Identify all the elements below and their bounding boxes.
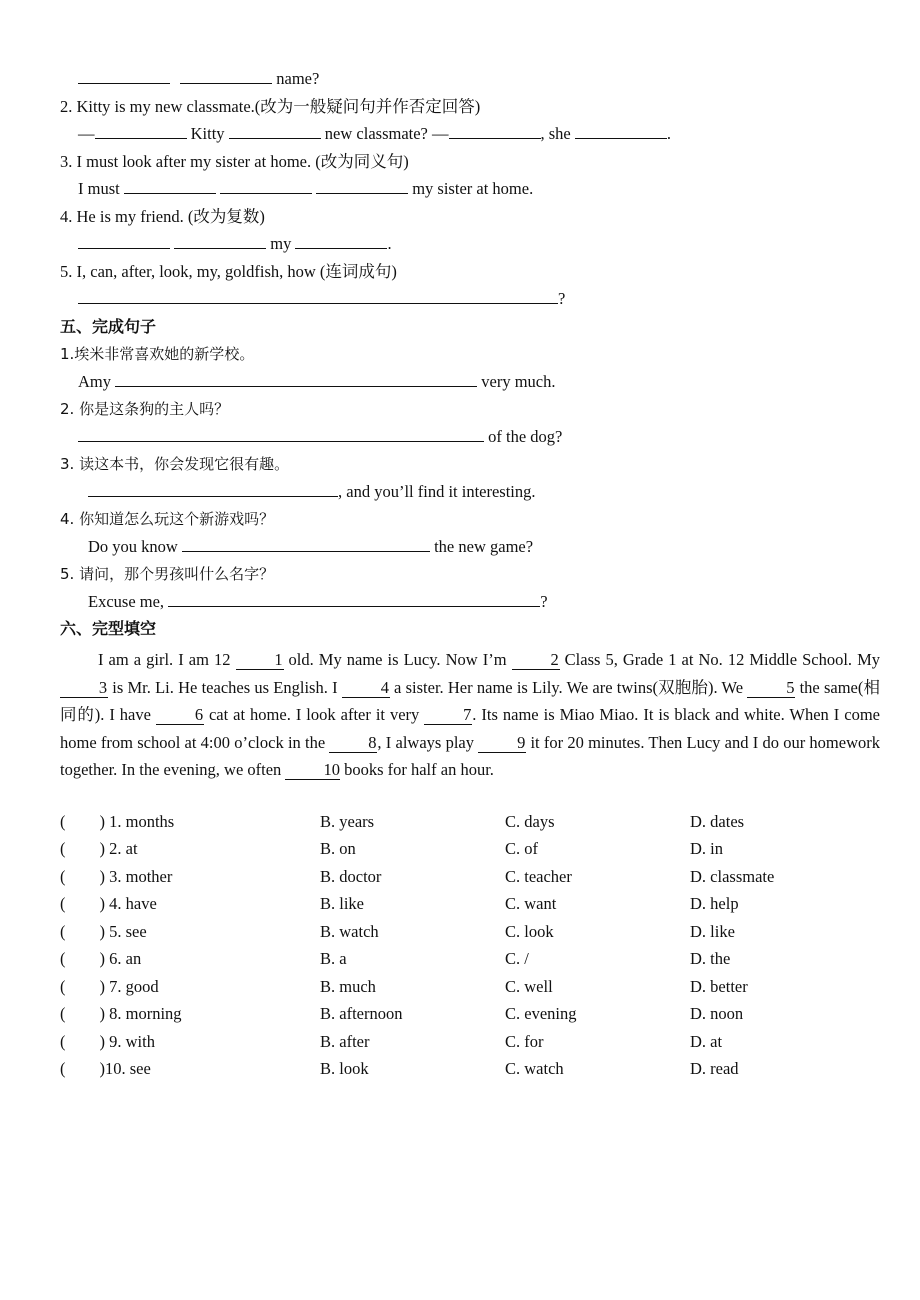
- blank[interactable]: [124, 178, 216, 194]
- blank[interactable]: [78, 68, 170, 84]
- s5-q3-answer: , and you’ll find it interesting.: [88, 481, 536, 503]
- q2-text: 2. Kitty is my new classmate.(改为一般疑问句并作否定回答): [60, 97, 481, 116]
- option-row-8: ( ) 8. morning: [60, 1004, 182, 1023]
- cloze-passage: I am a girl. I am 12 1 old. My name is Lucy. Now I’m 2 Class 5, Grade 1 at No. 12 Middle School. My 3 is Mr. Li. He teaches us English. I 4 a sister. Her name is Lily. We are twins(双胞胎). We 5 the same(相同的). I have 6 cat at home. I look after it very 7. Its name is Miao Miao. It is black and white. When I come home from school at 4:00 o’clock in the 8, I always play 9 it for 20 minutes. Then Lucy and I do our homework together. In the evening, we often 10 books for half an hour.: [60, 650, 881, 779]
- blank[interactable]: [78, 233, 170, 249]
- s5-q1-cn: 1.埃米非常喜欢她的新学校。: [60, 345, 255, 363]
- option-b: B. much: [320, 977, 376, 996]
- blank[interactable]: [575, 123, 667, 139]
- option-c: C. days: [505, 812, 555, 831]
- blank[interactable]: [316, 178, 408, 194]
- blank[interactable]: [115, 371, 477, 387]
- q2-answer-line: — Kitty new classmate? — , she .: [78, 124, 671, 143]
- option-d: D. help: [690, 894, 739, 913]
- option-row-3: ( ) 3. mother: [60, 867, 173, 886]
- s5-q1-answer: Amy very much.: [78, 372, 556, 391]
- blank[interactable]: [182, 536, 430, 552]
- blank[interactable]: [449, 123, 541, 139]
- q5-answer-line: ?: [78, 288, 565, 310]
- q3-question: [60, 151, 409, 173]
- q4-question: [60, 206, 265, 228]
- gap-4[interactable]: 4: [342, 679, 390, 698]
- s5-q2-cn: 2. 你是这条狗的主人吗？: [60, 400, 230, 418]
- gap-7[interactable]: 7: [424, 706, 472, 725]
- s5-q5-cn: 5. 请问，那个男孩叫什么名字？: [60, 565, 275, 583]
- blank[interactable]: [88, 481, 338, 497]
- option-d: D. at: [690, 1032, 723, 1051]
- q1-answer-line: [78, 68, 319, 90]
- blank[interactable]: [78, 426, 484, 442]
- blank[interactable]: [220, 178, 312, 194]
- option-b: B. on: [320, 839, 356, 858]
- option-c: C. teacher: [505, 867, 572, 886]
- option-c: C. want: [505, 894, 557, 913]
- s5-q5-answer: Excuse me, ?: [88, 592, 548, 611]
- option-d: D. the: [690, 949, 731, 968]
- q2-question: [60, 96, 480, 118]
- q5-question: [60, 261, 397, 283]
- option-row-7: ( ) 7. good: [60, 977, 159, 996]
- option-c: C. well: [505, 977, 553, 996]
- blank[interactable]: [174, 233, 266, 249]
- s5-q4-answer: Do you know the new game?: [88, 537, 534, 556]
- blank[interactable]: [95, 123, 187, 139]
- gap-9[interactable]: 9: [478, 734, 526, 753]
- option-row-10: ( )10. see: [60, 1059, 151, 1078]
- option-c: C. watch: [505, 1059, 564, 1078]
- option-b: B. a: [320, 949, 347, 968]
- option-row-2: ( ) 2. at: [60, 839, 138, 858]
- option-d: D. noon: [690, 1004, 744, 1023]
- option-c: C. look: [505, 922, 554, 941]
- option-b: B. years: [320, 812, 375, 831]
- option-d: D. read: [690, 1059, 739, 1078]
- option-row-5: ( ) 5. see: [60, 922, 147, 941]
- blank[interactable]: [229, 123, 321, 139]
- option-d: D. better: [690, 977, 748, 996]
- gap-6[interactable]: 6: [156, 706, 204, 725]
- q4-text: 4. He is my friend. (改为复数): [60, 207, 265, 226]
- option-row-9: ( ) 9. with: [60, 1032, 155, 1051]
- q3-text: 3. I must look after my sister at home. (改为同义句): [60, 152, 409, 171]
- section5-title: 五、完成句子: [60, 317, 157, 336]
- blank[interactable]: [78, 288, 558, 304]
- option-b: B. afternoon: [320, 1004, 403, 1023]
- option-d: D. classmate: [690, 867, 775, 886]
- option-b: B. doctor: [320, 867, 382, 886]
- option-d: D. dates: [690, 812, 745, 831]
- option-row-1: ( ) 1. months: [60, 812, 175, 831]
- option-c: C. of: [505, 839, 538, 858]
- option-row-4: ( ) 4. have: [60, 894, 157, 913]
- option-b: B. after: [320, 1032, 370, 1051]
- gap-3[interactable]: 3: [60, 679, 108, 698]
- s5-q4-cn: 4. 你知道怎么玩这个新游戏吗？: [60, 510, 275, 528]
- option-b: B. like: [320, 894, 364, 913]
- option-c: C. for: [505, 1032, 544, 1051]
- s5-q2-answer: of the dog?: [78, 426, 562, 448]
- option-b: B. look: [320, 1059, 369, 1078]
- option-d: D. like: [690, 922, 735, 941]
- blank[interactable]: [168, 591, 540, 607]
- q4-answer-line: my .: [78, 233, 392, 255]
- q3-answer-line: I must my sister at home.: [78, 179, 534, 198]
- s5-q3-cn: 3. 读这本书，你会发现它很有趣。: [60, 455, 290, 473]
- section6-title: 六、完型填空: [60, 619, 157, 638]
- q5-text: 5. I, can, after, look, my, goldfish, how (连词成句): [60, 262, 397, 281]
- q1-text: name?: [276, 69, 320, 88]
- option-c: C. /: [505, 949, 529, 968]
- gap-5[interactable]: 5: [747, 679, 795, 698]
- option-b: B. watch: [320, 922, 379, 941]
- option-row-6: ( ) 6. an: [60, 949, 142, 968]
- gap-8[interactable]: 8: [329, 734, 377, 753]
- gap-2[interactable]: 2: [512, 651, 560, 670]
- blank[interactable]: [295, 233, 387, 249]
- option-c: C. evening: [505, 1004, 577, 1023]
- gap-1[interactable]: 1: [236, 651, 284, 670]
- gap-10[interactable]: 10: [285, 761, 340, 780]
- blank[interactable]: [180, 68, 272, 84]
- option-d: D. in: [690, 839, 723, 858]
